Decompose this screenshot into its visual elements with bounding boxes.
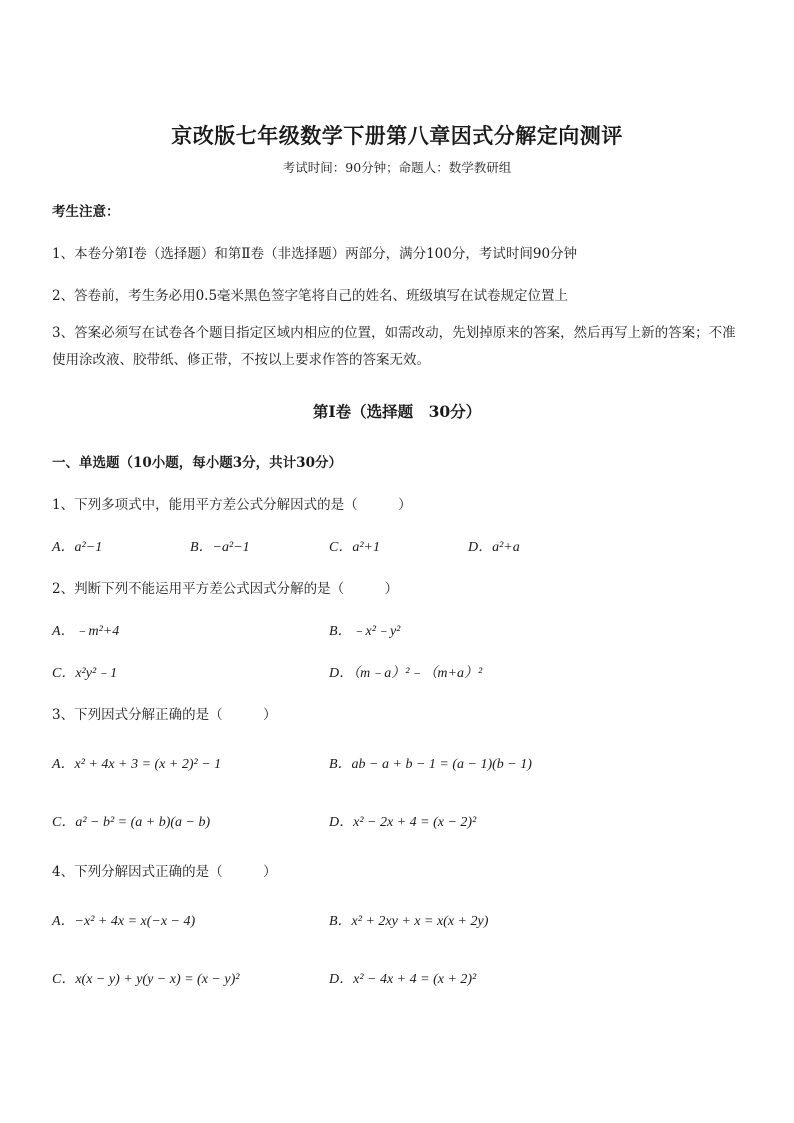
question-4-option-a[interactable]: A．−x² + 4x = x(−x − 4) <box>52 914 196 929</box>
question-2-option-b[interactable]: B．﹣x²﹣y² <box>329 624 401 639</box>
notice-item-2: 2、答卷前，考生务必用0.5毫米黑色签字笔将自己的姓名、班级填写在试卷规定位置上 <box>52 288 569 304</box>
page-title: 京改版七年级数学下册第八章因式分解定向测评 <box>171 123 623 148</box>
question-3-option-c[interactable]: C．a² − b² = (a + b)(a − b) <box>52 815 211 830</box>
question-2-option-d[interactable]: D．（m﹣a）²﹣（m+a）² <box>329 666 483 681</box>
question-2-option-a[interactable]: A．﹣m²+4 <box>52 624 120 639</box>
notice-item-3: 3、答案必须写在试卷各个题目指定区域内相应的位置，如需改动，先划掉原来的答案，然后再写上新的答案；不准使用涂改液、胶带纸、修正带，不按以上要求作答的答案无效。 <box>52 325 736 368</box>
notice-item-1: 1、本卷分第Ⅰ卷（选择题）和第Ⅱ卷（非选择题）两部分，满分100分，考试时间90分钟 <box>52 246 578 262</box>
question-1-option-c[interactable]: C．a²+1 <box>329 540 380 555</box>
question-4-option-d[interactable]: D．x² − 4x + 4 = (x + 2)² <box>329 972 477 987</box>
part-heading: 一、单选题（10小题，每小题3分，共计30分） <box>52 455 342 471</box>
question-2-stem: 2、判断下列不能运用平方差公式因式分解的是（ ） <box>52 581 399 597</box>
question-2-option-c[interactable]: C．x²y²﹣1 <box>52 666 118 681</box>
question-3-stem: 3、下列因式分解正确的是（ ） <box>52 707 277 723</box>
section-title: 第Ⅰ卷（选择题 30分） <box>312 402 482 421</box>
question-4-stem: 4、下列分解因式正确的是（ ） <box>52 864 277 880</box>
question-3-option-d[interactable]: D．x² − 2x + 4 = (x − 2)² <box>329 815 477 830</box>
question-3-option-b[interactable]: B．ab − a + b − 1 = (a − 1)(b − 1) <box>329 757 532 772</box>
question-4-option-c[interactable]: C．x(x − y) + y(y − x) = (x − y)² <box>52 972 240 987</box>
question-3-option-a[interactable]: A．x² + 4x + 3 = (x + 2)² − 1 <box>52 757 222 772</box>
question-1-option-d[interactable]: D．a²+a <box>468 540 520 555</box>
question-1-option-b[interactable]: B．−a²−1 <box>190 540 250 555</box>
question-1-option-a[interactable]: A．a²−1 <box>52 540 103 555</box>
question-4-option-b[interactable]: B．x² + 2xy + x = x(x + 2y) <box>329 914 489 929</box>
exam-info: 考试时间：90分钟；命题人：数学教研组 <box>282 160 512 175</box>
question-1-stem: 1、下列多项式中，能用平方差公式分解因式的是（ ） <box>52 497 412 513</box>
notice-heading: 考生注意： <box>52 204 120 220</box>
